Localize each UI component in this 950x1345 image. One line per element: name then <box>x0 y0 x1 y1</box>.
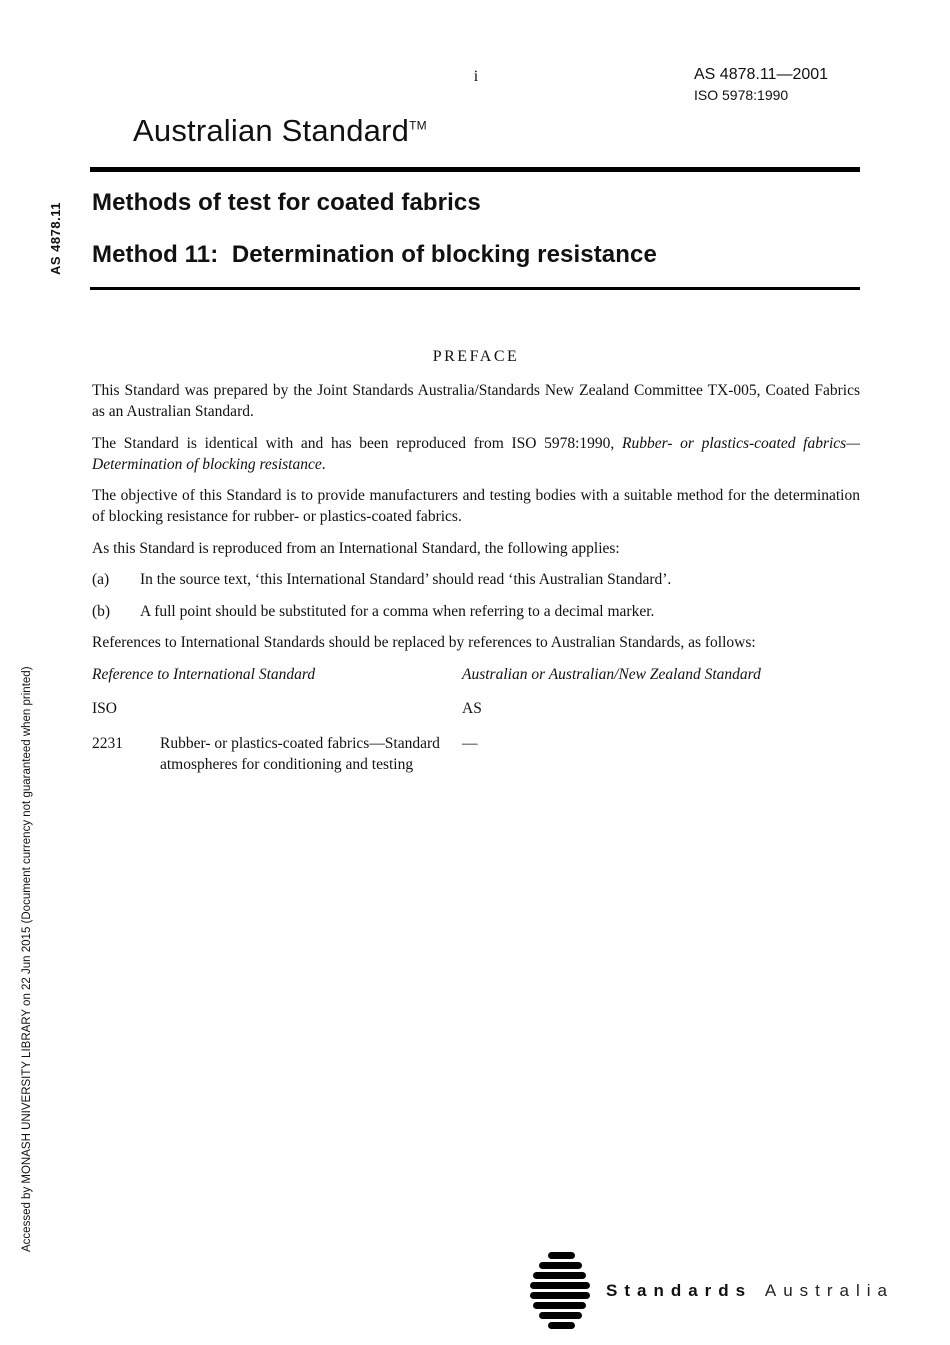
logo-word-australia: Australia <box>764 1281 895 1300</box>
reference-table-col1-org: ISO <box>92 699 117 717</box>
preface-paragraph-1: This Standard was prepared by the Joint Standards Australia/Standards New Zealand Committee TX-005, Coated Fabrics as an Australian Standard. <box>92 382 860 420</box>
reference-number: 2231 <box>92 734 123 752</box>
sidebar-access-note: Accessed by MONASH UNIVERSITY LIBRARY on 22 Jun 2015 (Document currency not guaranteed when printed) <box>21 666 33 1252</box>
standards-australia-logo <box>528 1252 894 1330</box>
reference-table <box>92 664 860 775</box>
document-heading-method: Method 11: Determination of blocking resistance <box>92 241 657 268</box>
preface-paragraph-4: As this Standard is reproduced from an International Standard, the following applies: <box>92 539 620 557</box>
list-item-a-label: (a) <box>92 571 110 588</box>
paragraph-2-tail: . <box>321 455 326 473</box>
preface-body <box>92 380 860 775</box>
table-row <box>92 733 860 775</box>
masthead-title-text: Australian Standard <box>133 113 410 148</box>
standards-australia-logo-text <box>606 1281 894 1301</box>
preface-paragraph-5: References to International Standards should be replaced by references to Australian Standards, as follows: <box>92 634 756 651</box>
reference-table-org-row <box>92 698 860 719</box>
reference-entry <box>92 733 462 775</box>
reference-table-col2-org: AS <box>462 699 482 717</box>
reference-title: Rubber- or plastics-coated fabrics—Standard atmospheres for conditioning and testing <box>160 734 440 773</box>
reference-as-equivalent: — <box>462 734 478 752</box>
preface-paragraph-2 <box>92 433 860 475</box>
document-heading-series: Methods of test for coated fabrics <box>92 189 481 216</box>
sidebar-doc-code: AS 4878.11 <box>48 202 63 275</box>
list-item-a <box>92 569 860 590</box>
list-item-a-text: In the source text, ‘this International Standard’ should read ‘this Australian Standard’. <box>140 571 672 588</box>
masthead-title <box>133 113 427 149</box>
paragraph-2-lead: The Standard is identical with and has been reproduced from ISO 5978:1990, <box>92 434 622 452</box>
list-item-b <box>92 601 860 622</box>
trademark-symbol: TM <box>409 118 427 133</box>
reference-table-col2-header: Australian or Australian/New Zealand Standard <box>462 665 761 683</box>
header-references <box>694 64 828 104</box>
page-number: i <box>473 68 479 85</box>
list-item-b-text: A full point should be substituted for a comma when referring to a decimal marker. <box>140 602 655 620</box>
divider-rule-bottom <box>90 287 860 290</box>
reference-table-header-row <box>92 664 860 685</box>
divider-rule-top <box>90 167 860 172</box>
logo-word-standards: Standards <box>606 1281 753 1300</box>
list-item-b-label: (b) <box>92 602 111 620</box>
preface-heading: PREFACE <box>432 348 520 365</box>
preface-paragraph-3: The objective of this Standard is to provide manufacturers and testing bodies with a suitable method for the determination of blocking resistance for rubber- or plastics-coated fabrics. <box>92 487 860 525</box>
reference-table-col1-header: Reference to International Standard <box>92 665 316 683</box>
iso-reference: ISO 5978:1990 <box>694 86 789 103</box>
standards-australia-logo-icon <box>528 1252 592 1330</box>
standard-reference: AS 4878.11—2001 <box>694 66 829 83</box>
paragraph-2-italic-title: Rubber- or plastics-coated fabrics—Determination of blocking resistance <box>92 434 860 473</box>
